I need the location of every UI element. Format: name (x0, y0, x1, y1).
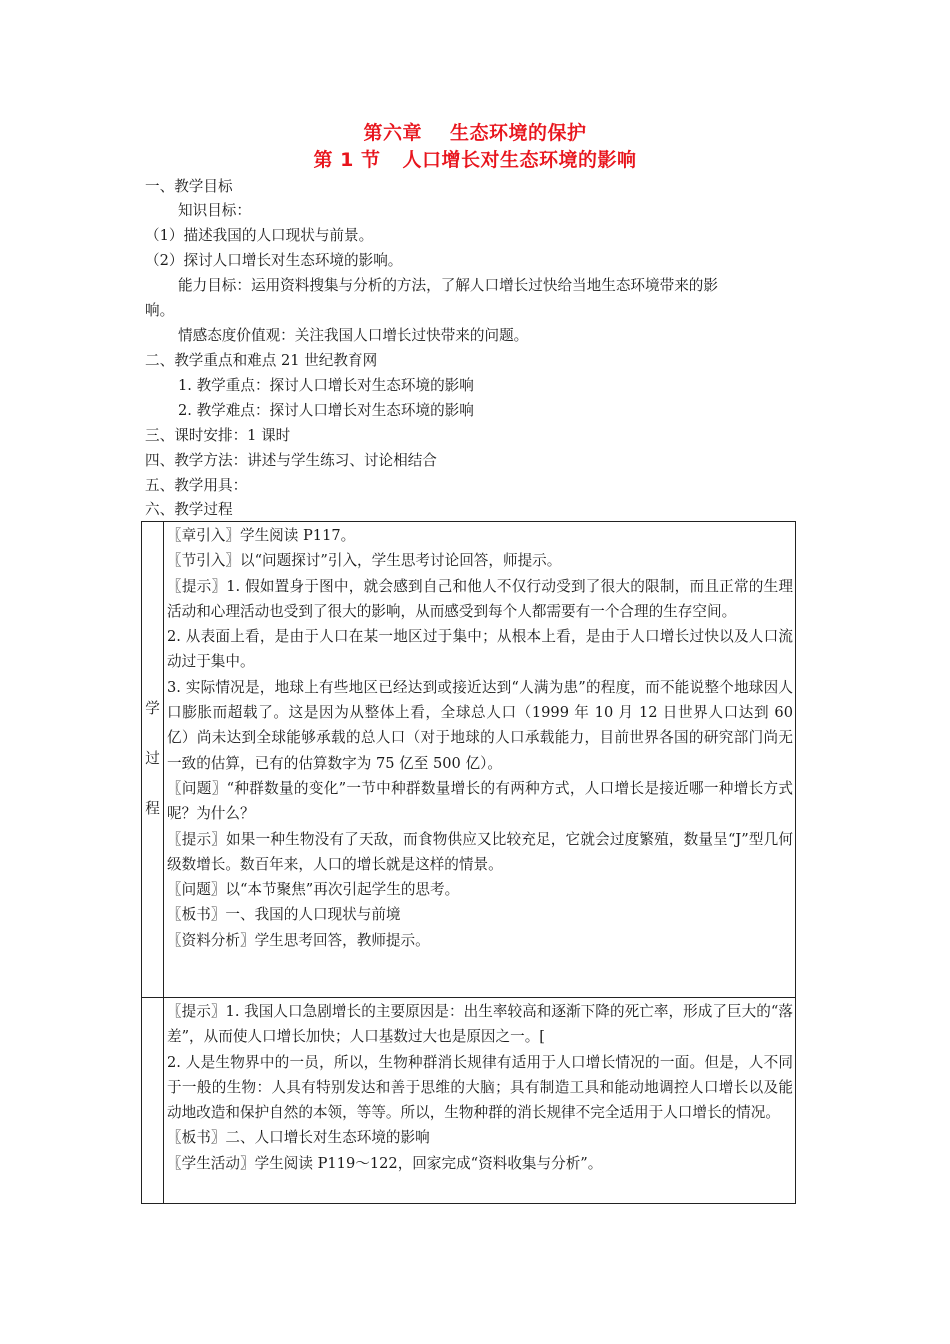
question-2: 〖问题〗以“本节聚焦”再次引起学生的思考。 (167, 881, 460, 899)
ability-objective-continued: 响。 (145, 302, 175, 319)
process-content-cell (164, 998, 796, 1204)
hint-3: 3. 实际情况是，地球上有些地区已经达到或接近达到“人满为患”的程度，而不能说整个地球因人口膨胀而超载了。这是因为从整体上看，全球总人口（1999 年 10 月 12 日世界人口达到 60 亿）尚未达到全球能够承载的总人口（对于地球的人口承载能力，目前世界各国的研究部门尚无一致的估算，已有的估算数字为 75 亿至 500 亿）。 (167, 678, 793, 772)
side-char-3: 程 (145, 799, 160, 817)
heading-key-points: 二、教学重点和难点 21 世纪教育网 (145, 352, 378, 369)
chapter-number: 第六章 (363, 122, 422, 144)
side-empty-cell (142, 998, 164, 1204)
side-char-1: 学 (145, 699, 160, 717)
difficult-point: 2. 教学难点：探讨人口增长对生态环境的影响 (178, 402, 474, 419)
table-row (142, 522, 796, 998)
data-analysis: 〖资料分析〗学生思考回答，教师提示。 (167, 931, 430, 949)
section-intro: 〖节引入〗以“问题探讨”引入，学生思考讨论回答，师提示。 (167, 552, 562, 570)
knowledge-objective-label: 知识目标： (178, 202, 251, 219)
heading-schedule: 三、课时安排：1 课时 (145, 427, 291, 444)
section-name: 人口增长对生态环境的影响 (402, 149, 637, 171)
chapter-title (0, 121, 950, 145)
chapter-name: 生态环境的保护 (450, 122, 587, 144)
question-1: 〖问题〗“种群数量的变化”一节中种群数量增长的有两种方式，人口增长是接近哪一种增长方式呢？为什么？ (167, 779, 793, 823)
attitude-objective: 情感态度价值观：关注我国人口增长过快带来的问题。 (178, 327, 529, 344)
side-char-2: 过 (145, 749, 160, 767)
board-note-2: 〖板书〗二、人口增长对生态环境的影响 (167, 1129, 430, 1147)
board-note-1: 〖板书〗一、我国的人口现状与前境 (167, 906, 401, 924)
hint-6: 2. 人是生物界中的一员，所以，生物种群消长规律有适用于人口增长情况的一面。但是，人不同于一般的生物：人具有特别发达和善于思维的大脑；具有制造工具和能动地调控人口增长以及能动地改造和保护自然的本领，等等。所以，生物种群的消长规律不完全适用于人口增长的情况。 (167, 1053, 793, 1122)
heading-objectives: 一、教学目标 (145, 178, 233, 195)
heading-process: 六、教学过程 (145, 501, 233, 518)
heading-methods: 四、教学方法：讲述与学生练习、讨论相结合 (145, 452, 437, 469)
hint-5: 〖提示〗1. 我国人口急剧增长的主要原因是：出生率较高和逐渐下降的死亡率，形成了巨大的“落差”，从而使人口增长加快；人口基数过大也是原因之一。[ (167, 1003, 793, 1046)
process-content-cell (164, 522, 796, 998)
hint-1: 〖提示〗1. 假如置身于图中，就会感到自己和他人不仅行动受到了很大的限制，而且正常的生理活动和心理活动也受到了很大的影响，从而感受到每个人都需要有一个合理的生存空间。 (167, 577, 793, 620)
hint-2: 2. 从表面上看，是由于人口在某一地区过于集中；从根本上看，是由于人口增长过快以及人口流动过于集中。 (167, 628, 793, 671)
ability-objective: 能力目标：运用资料搜集与分析的方法，了解人口增长过快给当地生态环境带来的影 (178, 277, 718, 294)
chapter-intro: 〖章引入〗学生阅读 P117。 (167, 527, 356, 544)
key-point: 1. 教学重点：探讨人口增长对生态环境的影响 (178, 377, 474, 394)
table-row (142, 998, 796, 1204)
side-label-cell (142, 522, 164, 998)
objective-item-1: （1）描述我国的人口现状与前景。 (145, 227, 374, 244)
student-activity: 〖学生活动〗学生阅读 P119～122，回家完成“资料收集与分析”。 (167, 1154, 603, 1172)
section-number: 第 1 节 (313, 149, 381, 171)
teaching-process-table (141, 521, 796, 1204)
objective-item-2: （2）探讨人口增长对生态环境的影响。 (145, 252, 403, 269)
heading-tools: 五、教学用具： (145, 477, 248, 494)
hint-4: 〖提示〗如果一种生物没有了天敌，而食物供应又比较充足，它就会过度繁殖，数量呈“J”型几何级数增长。数百年来，人口的增长就是这样的情景。 (167, 830, 793, 873)
section-title (0, 148, 950, 172)
